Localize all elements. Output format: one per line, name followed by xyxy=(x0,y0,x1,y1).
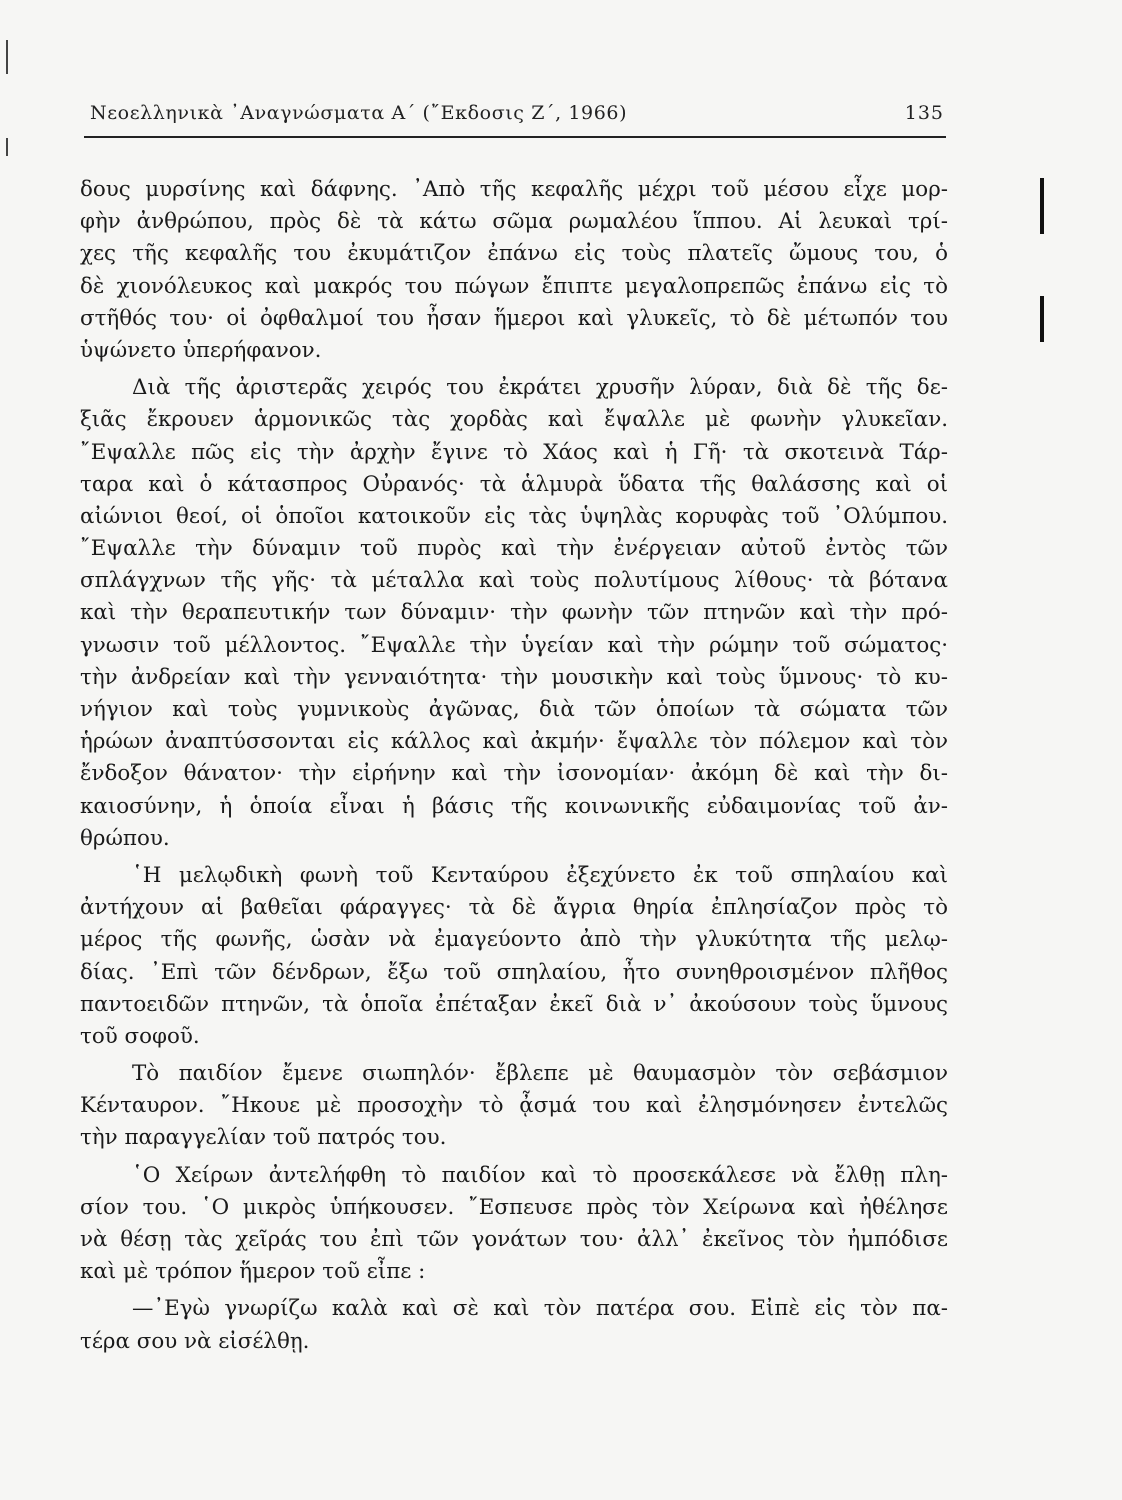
text-line: θρώπου. xyxy=(80,825,170,851)
margin-line-mark xyxy=(1040,296,1044,342)
text-line: καιοσύνην, ἡ ὁποία εἶναι ἡ βάσις τῆς κοινωνικῆς εὐδαιμονίας τοῦ ἀν- xyxy=(80,793,948,819)
text-line: νήγιον καὶ τοὺς γυμνικοὺς ἀγῶνας, διὰ τῶν ὁποίων τὰ σώματα τῶν xyxy=(80,697,948,722)
text-line: νὰ θέσῃ τὰς χεῖράς του ἐπὶ τῶν γονάτων του· ἀλλ᾿ ἐκεῖνος τὸν ἠμπόδισε xyxy=(80,1227,948,1252)
text-line: καὶ μὲ τρόπον ἥμερον τοῦ εἶπε : xyxy=(80,1259,426,1285)
text-line: αἰώνιοι θεοί, οἱ ὁποῖοι κατοικοῦν εἰς τὰς ὑψηλὰς κορυφὰς τοῦ ᾿Ολύμπου. xyxy=(80,503,948,529)
text-line: στῆθός του· οἱ ὀφθαλμοί του ἦσαν ἥμεροι καὶ γλυκεῖς, τὸ δὲ μέτωπόν του xyxy=(80,305,948,331)
page-number: 135 xyxy=(904,102,944,124)
text-line: ῾Η μελῳδικὴ φωνὴ τοῦ Κενταύρου ἐξεχύνετο ἐκ τοῦ σπηλαίου καὶ xyxy=(132,862,948,888)
paragraph xyxy=(80,174,948,367)
paragraph xyxy=(80,1160,948,1289)
text-line: φὴν ἀνθρώπου, πρὸς δὲ τὰ κάτω σῶμα ρωμαλέου ἵππου. Αἱ λευκαὶ τρί- xyxy=(80,209,948,235)
text-line: ἔνδοξον θάνατον· τὴν εἰρήνην καὶ τὴν ἰσονομίαν· ἀκόμη δὲ καὶ τὴν δι- xyxy=(80,761,948,787)
text-line: ξιᾶς ἔκρουεν ἁρμονικῶς τὰς χορδὰς καὶ ἔψαλλε μὲ φωνὴν γλυκεῖαν. xyxy=(80,407,948,433)
text-line: σίον του. ῾Ο μικρὸς ὑπήκουσεν. ῎Εσπευσε πρὸς τὸν Χείρωνα καὶ ἠθέλησε xyxy=(80,1194,948,1220)
text-line: παντοειδῶν πτηνῶν, τὰ ὁποῖα ἐπέταξαν ἐκεῖ διὰ ν᾿ ἀκούσουν τοὺς ὕμνους xyxy=(80,991,948,1017)
text-line: δίας. ᾿Επὶ τῶν δένδρων, ἔξω τοῦ σπηλαίου, ἦτο συνηθροισμένον πλῆθος xyxy=(80,959,948,985)
text-line: ταρα καὶ ὁ κάτασπρος Οὐρανός· τὰ ἁλμυρὰ ὕδατα τῆς θαλάσσης καὶ οἱ xyxy=(80,471,948,497)
scan-edge-mark xyxy=(6,40,8,74)
text-line: τέρα σου νὰ εἰσέλθῃ. xyxy=(80,1328,310,1354)
text-line: ῎Εψαλλε πῶς εἰς τὴν ἀρχὴν ἔγινε τὸ Χάος καὶ ἡ Γῆ· τὰ σκοτεινὰ Τάρ- xyxy=(80,439,948,465)
scan-edge-mark xyxy=(6,138,8,156)
text-line: τὴν παραγγελίαν τοῦ πατρός του. xyxy=(80,1125,447,1151)
text-line: ῾Ο Χείρων ἀντελήφθη τὸ παιδίον καὶ τὸ προσεκάλεσε νὰ ἔλθῃ πλη- xyxy=(132,1162,948,1188)
body-text xyxy=(80,174,948,1358)
text-line: Κένταυρον. ῎Ηκουε μὲ προσοχὴν τὸ ᾆσμά του καὶ ἐλησμόνησεν ἐντελῶς xyxy=(80,1093,948,1119)
text-line: χες τῆς κεφαλῆς του ἐκυμάτιζον ἐπάνω εἰς τοὺς πλατεῖς ὤμους του, ὁ xyxy=(80,241,948,267)
paragraph xyxy=(80,1293,948,1357)
paragraph xyxy=(80,372,948,855)
text-line: μέρος τῆς φωνῆς, ὡσὰν νὰ ἐμαγεύοντο ἀπὸ τὴν γλυκύτητα τῆς μελῳ- xyxy=(80,927,948,953)
text-line: γνωσιν τοῦ μέλλοντος. ῎Εψαλλε τὴν ὑγείαν καὶ τὴν ρώμην τοῦ σώματος· xyxy=(80,632,948,658)
margin-line-mark xyxy=(1040,178,1044,234)
text-line: τὴν ἀνδρείαν καὶ τὴν γενναιότητα· τὴν μουσικὴν καὶ τοὺς ὕμνους· τὸ κυ- xyxy=(80,664,948,690)
text-line: ἀντήχουν αἱ βαθεῖαι φάραγγες· τὰ δὲ ἄγρια θηρία ἐπλησίαζον πρὸς τὸ xyxy=(80,895,948,921)
running-header xyxy=(84,96,946,138)
header-title: Νεοελληνικὰ ᾿Αναγνώσματα Α΄ (῎Εκδοσις Ζ΄, 1966) xyxy=(90,102,628,124)
text-line: ἡρώων ἀναπτύσσονται εἰς κάλλος καὶ ἀκμήν· ἔψαλλε τὸν πόλεμον καὶ τὸν xyxy=(80,729,948,755)
text-line: ῎Εψαλλε τὴν δύναμιν τοῦ πυρὸς καὶ τὴν ἐνέργειαν αὐτοῦ ἐντὸς τῶν xyxy=(80,536,948,562)
text-line: καὶ τὴν θεραπευτικήν των δύναμιν· τὴν φωνὴν τῶν πτηνῶν καὶ τὴν πρό- xyxy=(80,600,948,626)
paragraph xyxy=(80,1058,948,1155)
paragraph xyxy=(80,860,948,1053)
text-line: ὑψώνετο ὑπερήφανον. xyxy=(80,337,322,363)
text-line: Τὸ παιδίον ἔμενε σιωπηλόν· ἔβλεπε μὲ θαυμασμὸν τὸν σεβάσμιον xyxy=(132,1061,948,1087)
text-line: σπλάγχνων τῆς γῆς· τὰ μέταλλα καὶ τοὺς πολυτίμους λίθους· τὰ βότανα xyxy=(80,568,948,594)
text-line: τοῦ σοφοῦ. xyxy=(80,1023,200,1049)
text-line: Διὰ τῆς ἀριστερᾶς χειρός του ἐκράτει χρυσῆν λύραν, διὰ δὲ τῆς δε- xyxy=(132,375,948,401)
text-line: δὲ χιονόλευκος καὶ μακρός του πώγων ἔπιπτε μεγαλοπρεπῶς ἐπάνω εἰς τὸ xyxy=(80,273,948,299)
text-line: δους μυρσίνης καὶ δάφνης. ᾿Απὸ τῆς κεφαλῆς μέχρι τοῦ μέσου εἶχε μορ- xyxy=(80,177,948,202)
text-line: —᾿Εγὼ γνωρίζω καλὰ καὶ σὲ καὶ τὸν πατέρα σου. Εἰπὲ εἰς τὸν πα- xyxy=(132,1296,948,1322)
